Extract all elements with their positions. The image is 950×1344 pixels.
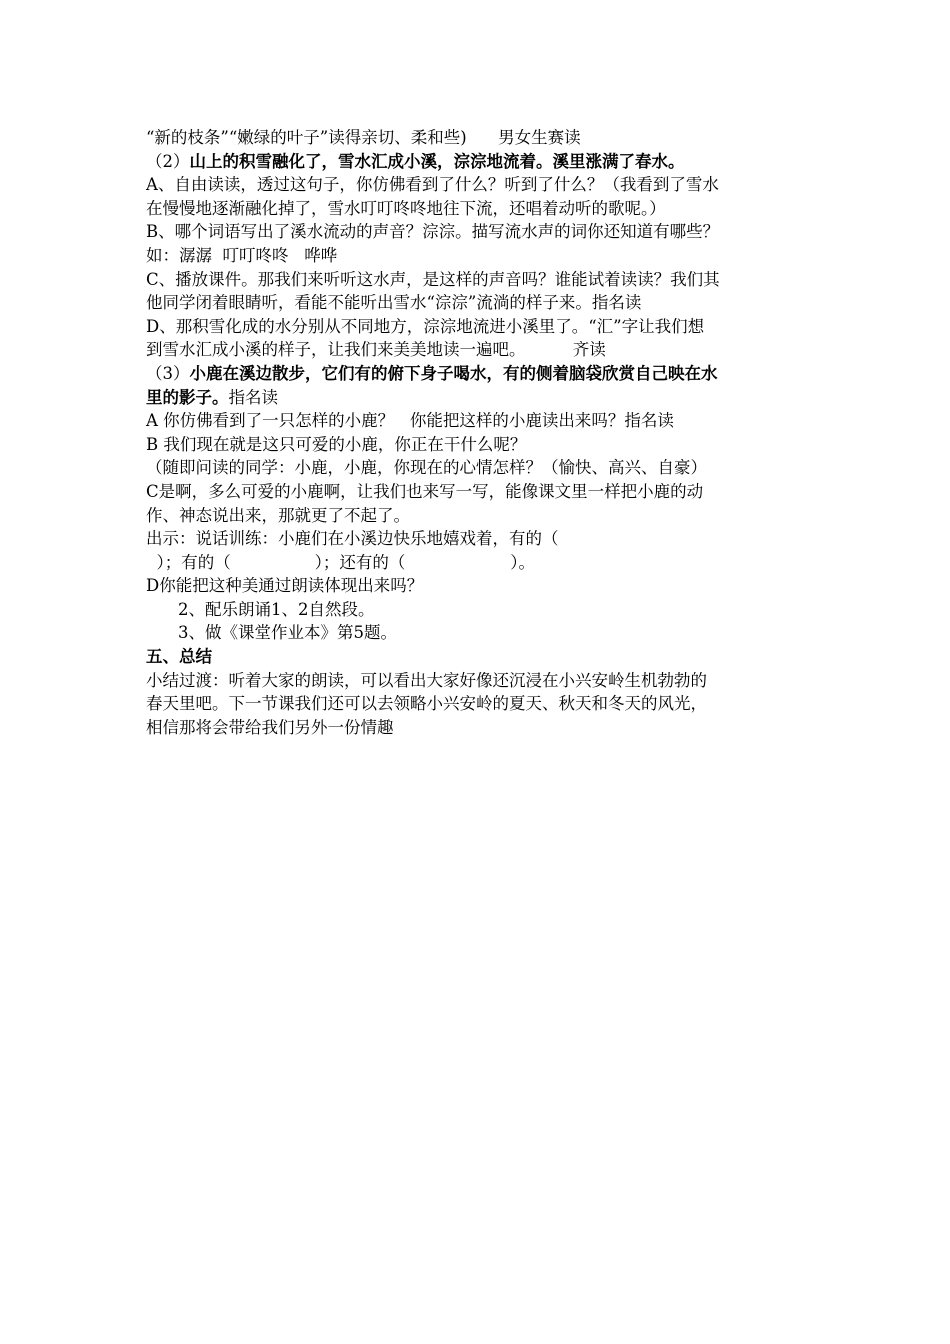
- item-number: （3）: [146, 363, 190, 383]
- text-line: B 我们现在就是这只可爱的小鹿，你正在干什么呢？: [146, 434, 527, 454]
- key-sentence: 小鹿在溪边散步，它们有的俯下身子喝水，有的侧着脑袋欣赏自己映在水: [189, 363, 718, 383]
- text-line: 春天里吧。下一节课我们还可以去领略小兴安岭的夏天、秋天和冬天的风光，: [146, 694, 707, 714]
- text-line-indented: 2、配乐朗诵1、2自然段。: [178, 599, 375, 619]
- reading-instruction: 指名读: [228, 387, 278, 407]
- text-line: D你能把这种美通过朗读体现出来吗？: [146, 576, 424, 596]
- text-line: 小结过渡：听着大家的朗读，可以看出大家好像还沉浸在小兴安岭生机勃勃的: [146, 670, 707, 690]
- text-line: B、哪个词语写出了溪水流动的声音？淙淙。描写流水声的词你还知道有哪些？: [146, 222, 720, 242]
- text-line: 出示：说话训练：小鹿们在小溪边快乐地嬉戏着，有的（: [146, 529, 559, 549]
- key-sentence: 里的影子。: [146, 387, 229, 407]
- text-line: 作、神态说出来，那就更了不起了。: [146, 505, 410, 525]
- text-line: “新的枝条”“嫩绿的叶子”读得亲切、柔和些) 男女生赛读: [146, 128, 581, 147]
- text-line-heading: [146, 150, 818, 174]
- text-line: 如：潺潺 叮叮咚咚 哗哗: [146, 245, 338, 265]
- item-number: （2）: [146, 151, 190, 171]
- section-heading: 五、总结: [146, 647, 212, 667]
- text-line-indented: 3、做《课堂作业本》第5题。: [178, 623, 397, 643]
- text-line: A、自由读读，透过这句子，你仿佛看到了什么？听到了什么？（我看到了雪水: [146, 175, 719, 195]
- text-line: 他同学闭着眼睛听，看能不能听出雪水“淙淙”流淌的样子来。指名读: [146, 293, 642, 313]
- text-line: [146, 386, 818, 410]
- text-line: C是啊，多么可爱的小鹿啊，让我们也来写一写，能像课文里一样把小鹿的动: [146, 481, 704, 501]
- text-line: A 你仿佛看到了一只怎样的小鹿？ 你能把这样的小鹿读出来吗？指名读: [146, 411, 674, 431]
- key-sentence: 山上的积雪融化了，雪水汇成小溪，淙淙地流着。溪里涨满了春水。: [189, 151, 685, 171]
- text-line: 在慢慢地逐渐融化掉了，雪水叮叮咚咚地往下流，还唱着动听的歌呢。）: [146, 198, 666, 218]
- text-line: 到雪水汇成小溪的样子，让我们来美美地读一遍吧。 齐读: [146, 340, 606, 360]
- document-body: [146, 126, 818, 739]
- text-line: D、那积雪化成的水分别从不同地方，淙淙地流进小溪里了。“汇”字让我们想: [146, 316, 705, 336]
- text-line: （随即问读的同学：小鹿，小鹿，你现在的心情怎样？（愉快、高兴、自豪）: [146, 458, 707, 478]
- text-line: 相信那将会带给我们另外一份情趣: [146, 717, 394, 737]
- text-line-blanks: ）；有的（ ）；还有的（ ）。: [146, 552, 536, 572]
- text-line-heading: [146, 362, 818, 386]
- text-line: C、播放课件。那我们来听听这水声，是这样的声音吗？谁能试着读读？我们其: [146, 269, 720, 289]
